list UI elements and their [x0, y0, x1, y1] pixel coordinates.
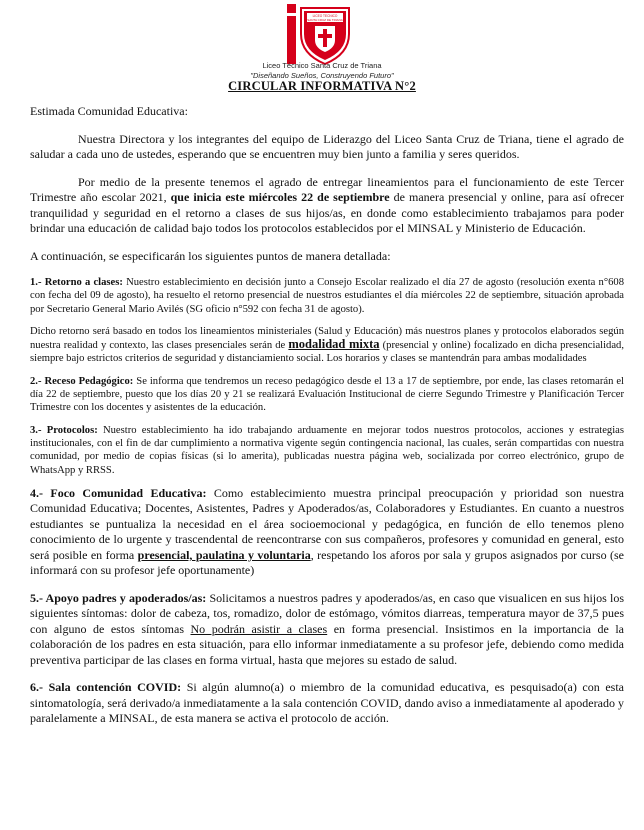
attendance-mode-highlight: presencial, paulatina y voluntaria — [137, 547, 311, 562]
purpose-paragraph: Por medio de la presente tenemos el agrado de entregar lineamientos para el funcionamiento de este Tercer Trimestre año escolar 2021, que inicia este miércoles 22 de septiembre de manera presencial y online, para así ofrecer tranquilidad y seguridad en el retorno a clases de sus hijos/as, en donde como establecimiento trabajamos para poder brindar una educación de calidad bajo todos los protocolos establecidos por el MINSAL y Ministerio de Educación. — [30, 174, 624, 235]
section-title: Foco Comunidad Educativa: — [50, 485, 207, 500]
section-title: Sala contención COVID: — [48, 680, 182, 695]
school-name: Liceo Técnico Santa Cruz de Triana — [262, 61, 382, 70]
logo-text-top: LICEO TECNICO — [312, 14, 338, 18]
section-community-focus: 4.- Foco Comunidad Educativa: Como establecimiento muestra principal preocupación y prioridad son nuestra Comunidad Educativa; Docentes, Asistentes, Padres y Apoderados/as, Colaboradores y Estudiantes. En cuanto a nuestros estudiantes se puntualiza la necesidad en el área socioemocional y pedagógica, en función de ello tenemos pleno conocimiento de lo urgente y trascendental de reencontrarse con sus compañeros, profesores y comunidad en general, esto será posible en forma presencial, paulatina y voluntaria, respetando los aforos por sala y grupos asignados por curso (se informará con su profesor jefe oportunamente) — [30, 485, 624, 578]
section-protocols: 3.- Protocolos: Nuestro establecimiento ha ido trabajando arduamente en mejorar todos nuestros protocolos, acciones y estrategias institucionales, con el fin de dar cumplimiento a normativa vigente según contingencia nacional, las cuales, serán compartidas con nuestra comunidad, por medio de copias físicas (si lo amerita), publicadas nuestra página web, socializada por correo electrónico, grupo de WhatsApp y RRSS. — [30, 424, 624, 476]
section-pedagogical-break: 2.- Receso Pedagógico: Se informa que tendremos un receso pedagógico desde el 13 a 17 de septiembre, por ende, las clases retomarán el día 22 de septiembre, puesto que los días 20 y 21 se realizará Evaluación Institucional de cierre Segundo Trimestre y Planificación Tercer Trimestre con los docentes y asistentes de la educación. — [30, 375, 624, 414]
mixed-mode-highlight: modalidad mixta — [288, 337, 380, 352]
school-motto: "Diseñando Sueños, Construyendo Futuro" — [250, 71, 394, 80]
greeting: Estimada Comunidad Educativa: — [30, 104, 188, 118]
section-parent-support: 5.- Apoyo padres y apoderados/as: Solicitamos a nuestros padres y apoderados/as, en caso que visualicen en sus hijos los siguientes síntomas: dolor de cabeza, tos, romadizo, dolor de estómago, vómitos diarreas, temperatura mayor de 37,5 pues con alguno de estos síntomas No podrán asistir a clases en forma presencial. Insistimos en la importancia de la colaboración de los padres en esta situación, para ello informar inmediatamente a su profesor jefe, debiendo como medida preventiva participar de las clases en forma virtual, hasta que mejores su estado de salud. — [30, 590, 625, 667]
logo-text-bottom: SANTA CRUZ DE TRIANA — [307, 18, 343, 22]
school-logo — [285, 4, 355, 66]
no-attendance-highlight: No podrán asistir a clases — [190, 621, 328, 636]
page-title: CIRCULAR INFORMATIVA N°2 — [228, 79, 416, 93]
section-covid-room: 6.- Sala contención COVID: Si algún alumno(a) o miembro de la comunidad educativa, es pesquisado(a) con esta sintomatología, será derivado/a inmediatamente a la sala contención COVID, dando aviso a inmediatamente al apoderado y paralelamente a MINSAL, de esta manera se activa el protocolo de acción. — [30, 680, 624, 726]
section-title: Protocolos: — [46, 424, 98, 436]
section-title: Receso Pedagógico: — [44, 375, 134, 387]
list-intro: A continuación, se especificarán los siguientes puntos de manera detallada: — [30, 248, 391, 263]
school-crest-icon — [285, 4, 355, 66]
letterhead — [0, 0, 644, 100]
intro-paragraph: Nuestra Directora y los integrantes del equipo de Liderazgo del Liceo Santa Cruz de Triana, tiene el agrado de saludar a cada uno de ustedes, esperando que se encuentren muy bien junto a familia y seres queridos. — [30, 131, 624, 161]
section-title: Retorno a clases: — [44, 277, 123, 288]
letter-body — [30, 104, 624, 739]
section-mixed-mode: Dicho retorno será basado en todos los lineamientos ministeriales (Salud y Educación) más nuestros planes y protocolos elaborados según nuestra realidad y contexto, las clases presenciales serán de modalidad mixta (presencial y online) focalizado en dicha presencialidad, siempre bajo estrictos criterios de seguridad y distanciamiento social. Los horarios y clases se mantendrán para ambas modalidades — [30, 325, 624, 365]
section-return-to-class: 1.- Retorno a clases: Nuestro establecimiento en decisión junto a Consejo Escolar realizado el día 27 de agosto (resolución exenta n°608 con fecha del 09 de agosto), ha resuelto el retorno presencial de nuestros estudiantes el día miércoles 22 de septiembre, situación aprobada por Secretario General Mario Avilés (SG oficio n°592 con fecha 31 de agosto). — [30, 277, 624, 315]
start-date-highlight: que inicia este miércoles 22 de septiembre — [170, 190, 390, 204]
section-title: Apoyo padres y apoderados/as: — [45, 590, 207, 605]
